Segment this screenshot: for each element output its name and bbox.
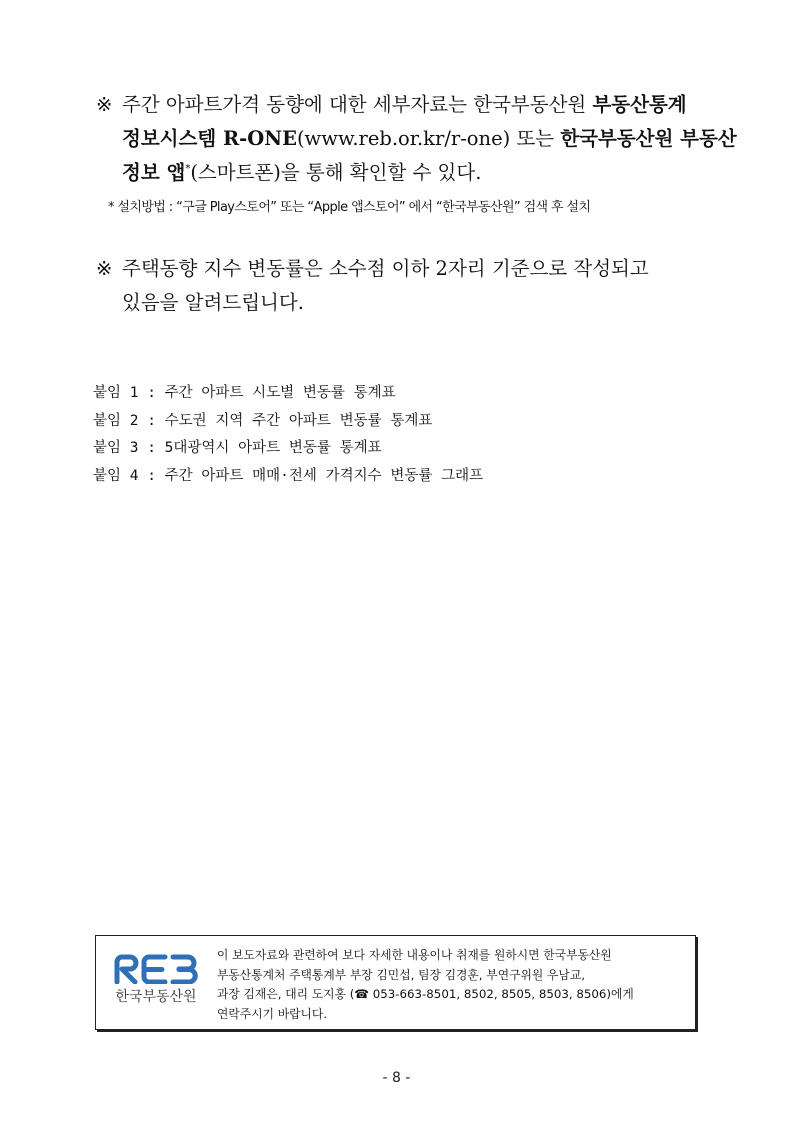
contact-info: [217, 946, 687, 1024]
contact-line: 부동산통계처 주택통계부 부장 김민섭, 팀장 김경훈, 부연구위원 우남교,: [217, 967, 585, 982]
install-instructions: * 설치방법 : “구글 Play스토어” 또는 “Apple 앱스토어” 에서 “한국부동산원” 검색 후 설치: [108, 200, 591, 215]
reb-logo: [106, 954, 206, 1006]
note-bold-text: 한국부동산원 부동산: [560, 127, 737, 150]
r-one-system-name: 정보시스템 R-ONE: [122, 127, 297, 150]
attachment-item: 붙임 3 : 5대광역시 아파트 변동률 통계표: [93, 440, 382, 456]
contact-box: [95, 935, 696, 1030]
page-number: - 8 -: [382, 1070, 411, 1086]
note-rone-line-3: [122, 156, 706, 190]
attachment-item: 붙임 2 : 수도권 지역 주간 아파트 변동률 통계표: [93, 412, 433, 429]
note-rounding-body: [96, 252, 706, 320]
app-name: 정보 앱: [122, 161, 186, 184]
note-rounding-line-1: 주택동향 지수 변동률은 소수점 이하 2자리 기준으로 작성되고: [122, 257, 649, 280]
note-rone-body: [96, 88, 737, 190]
note-bold-text: 부동산통계: [592, 93, 687, 116]
reference-mark: ※: [96, 93, 113, 116]
note-rounding: [96, 252, 706, 320]
footnote-asterisk: *: [185, 163, 191, 175]
reference-mark: ※: [96, 257, 113, 280]
attachment-item: 붙임 4 : 주간 아파트 매매·전세 가격지수 변동률 그래프: [93, 467, 484, 484]
reb-logo-mark: [113, 954, 199, 984]
reb-logo-text: 한국부동산원: [115, 989, 197, 1005]
contact-line: 연락주시기 바랍니다.: [217, 1006, 328, 1021]
attachment-item: 붙임 1 : 주간 아파트 시도별 변동률 통계표: [93, 385, 396, 401]
note-rone-line-2: [122, 122, 737, 156]
note-text: 주간 아파트가격 동향에 대한 세부자료는 한국부동산원: [122, 93, 593, 116]
note-rone-line-1: [122, 88, 706, 122]
r-one-url-text: (www.reb.or.kr/r-one) 또는: [296, 127, 561, 150]
contact-line: 이 보도자료와 관련하여 보다 자세한 내용이나 취재를 원하시면 한국부동산원: [217, 948, 612, 962]
attachments-list: [93, 380, 483, 490]
note-rone: [96, 88, 737, 190]
note-text: (스마트폰)을 통해 확인할 수 있다.: [190, 161, 482, 184]
note-rounding-line-2: 있음을 알려드립니다.: [122, 291, 304, 314]
contact-line: 과장 김재은, 대리 도지홍 (☎ 053-663-8501, 8502, 8505, 8503, 8506)에게: [217, 987, 634, 1002]
